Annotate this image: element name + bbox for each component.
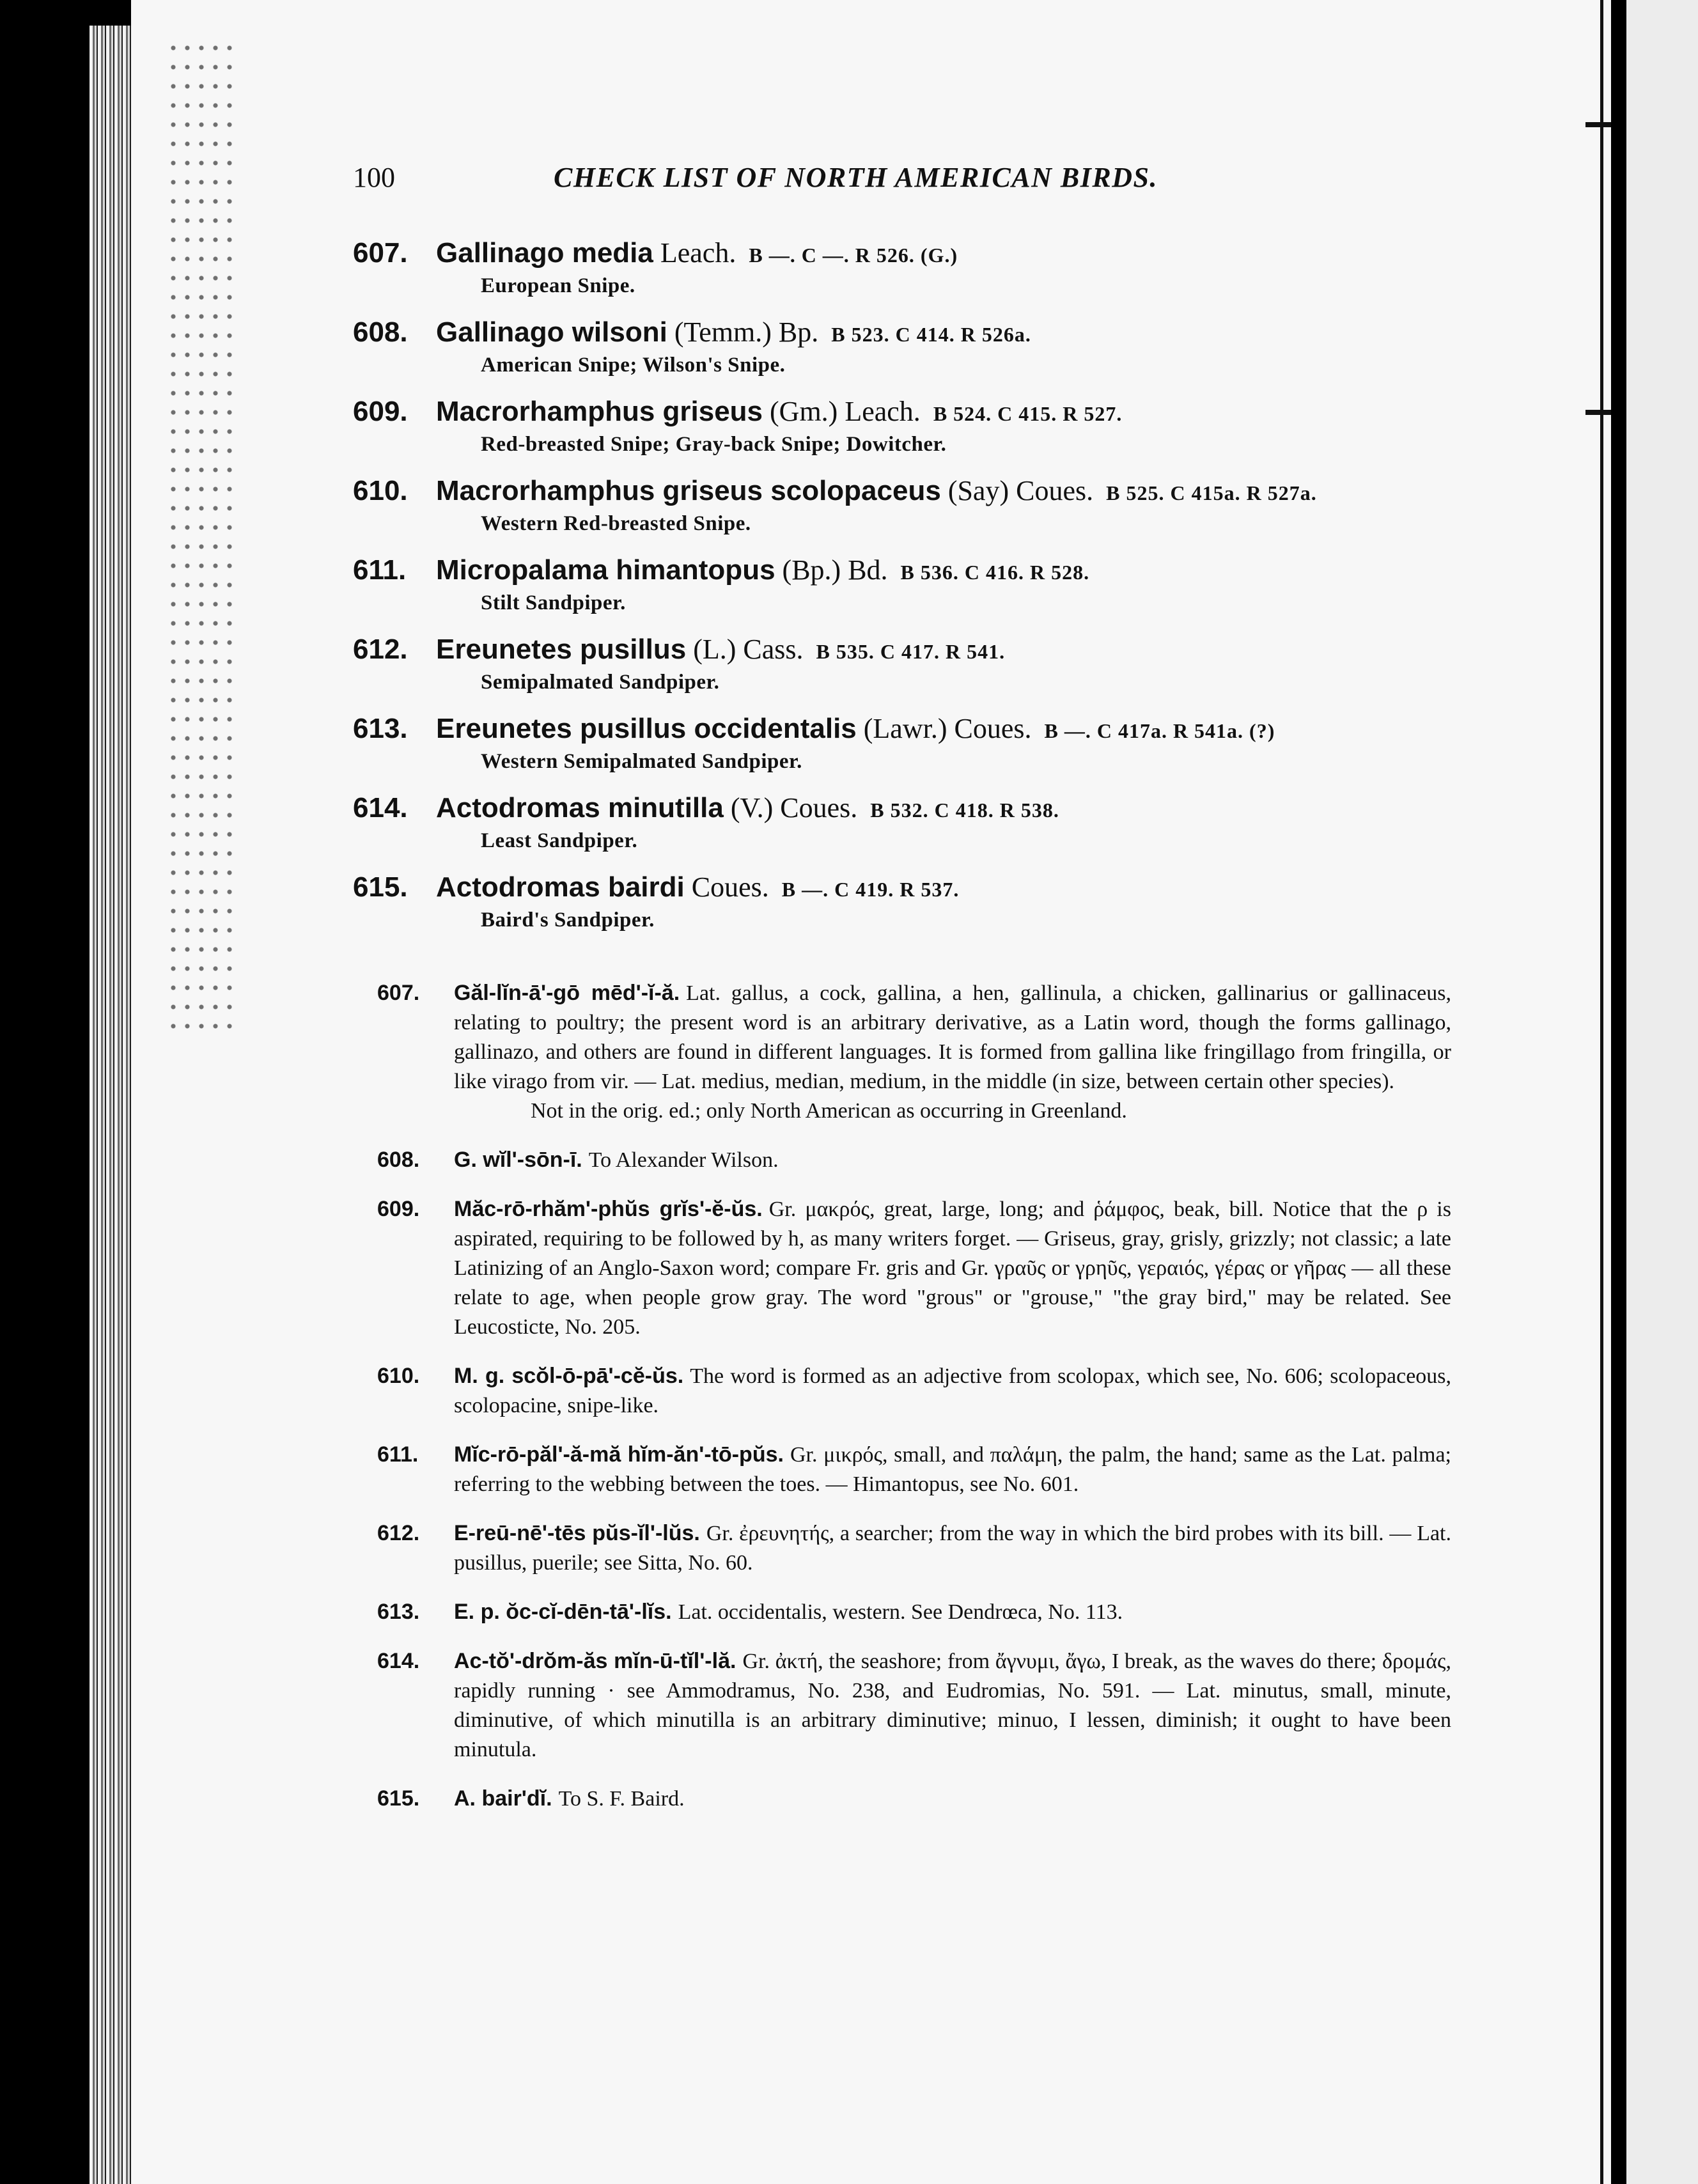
note-body: [454, 1597, 1451, 1627]
catalog-refs: B 532. C 418. R 538.: [870, 799, 1059, 822]
author-citation: (Bp.) Bd.: [782, 554, 888, 586]
note-text: Gr. μακρός, great, large, long; and ῥάμφος, beak, bill. Notice that the ρ is aspirated, requiring to be followed by h, as many writers forget. — Griseus, gray, grisly, grizzly; not classic; a late Latinizing of an Anglo-Saxon word; compare Fr. gris and Gr. γραῦς or γρηῦς, γεραιός, γέρας or γῆρας — all these relate to age, when people grow gray. The word "grous" or "grouse," "the gray bird," may be related. See Leucosticte, No. 205.: [454, 1197, 1451, 1339]
note-body: [454, 1784, 1451, 1814]
catalog-refs: B —. C 419. R 537.: [781, 878, 960, 901]
entry-number: 610.: [353, 475, 408, 506]
etymology-note: [377, 1646, 1451, 1765]
common-name: Semipalmated Sandpiper.: [481, 671, 720, 694]
scientific-name: Gallinago wilsoni: [436, 316, 667, 348]
entry-line: [353, 871, 1504, 906]
entry-line: [353, 316, 1504, 351]
catalog-refs: B 524. C 415. R 527.: [933, 402, 1123, 425]
etymology-note: [377, 1784, 1451, 1814]
catalog-refs: B —. C —. R 526. (G.): [749, 244, 958, 267]
entry-number: 613.: [353, 713, 408, 744]
species-entry: [353, 316, 1504, 395]
entry-number: 612.: [353, 634, 408, 665]
catalog-refs: B 523. C 414. R 526a.: [831, 323, 1031, 346]
common-name: Western Red-breasted Snipe.: [481, 512, 751, 535]
note-body: [454, 1646, 1451, 1765]
note-number: 612.: [377, 1521, 420, 1545]
entry-line: [353, 474, 1504, 510]
gutter-shadow: [1611, 0, 1626, 2184]
author-citation: (L.) Cass.: [693, 634, 804, 665]
entry-number: 615.: [353, 871, 408, 903]
page-number: 100: [353, 162, 395, 193]
etymology-note: [377, 1597, 1451, 1627]
entry-number: 607.: [353, 237, 408, 269]
entry-line: [353, 395, 1504, 430]
catalog-refs: B —. C 417a. R 541a. (?): [1044, 719, 1275, 742]
common-name: Baird's Sandpiper.: [481, 909, 655, 932]
etymology-note: [377, 1518, 1451, 1578]
page-header-title: CHECK LIST OF NORTH AMERICAN BIRDS.: [554, 162, 1158, 193]
pronunciation: Ac-tŏ'-drŏm-ăs mĭn-ū-tĭl'-lă.: [454, 1649, 736, 1673]
note-number: 611.: [377, 1442, 419, 1467]
species-entry: [353, 554, 1504, 633]
note-text: To Alexander Wilson.: [588, 1148, 779, 1172]
entry-number: 608.: [353, 316, 408, 348]
note-number: 615.: [377, 1786, 420, 1811]
note-body: [454, 1194, 1451, 1342]
scientific-name: Actodromas minutilla: [436, 792, 724, 823]
entry-number: 609.: [353, 396, 408, 427]
pronunciation: A. bair'dĭ.: [454, 1786, 552, 1811]
scientific-name: Ereunetes pusillus: [436, 634, 687, 665]
common-name: Stilt Sandpiper.: [481, 591, 626, 614]
pronunciation: E. p. ŏc-cĭ-dēn-tā'-lĭs.: [454, 1600, 672, 1624]
running-head: [353, 161, 1235, 199]
perforation-dots: [166, 38, 237, 1029]
etymology-note: [377, 1145, 1451, 1175]
note-number: 610.: [377, 1364, 420, 1388]
author-citation: (Lawr.) Coues.: [863, 713, 1032, 744]
pronunciation: Mĭc-rō-păl'-ă-mă hĭm-ăn'-tō-pŭs.: [454, 1442, 784, 1467]
scientific-name: Macrorhamphus griseus scolopaceus: [436, 475, 941, 506]
author-citation: (Say) Coues.: [947, 475, 1094, 506]
species-entry: [353, 871, 1504, 950]
catalog-refs: B 536. C 416. R 528.: [900, 561, 1090, 584]
note-number: 607.: [377, 981, 420, 1005]
species-entry: [353, 395, 1504, 474]
pronunciation: Măc-rō-rhăm'-phŭs grĭs'-ĕ-ŭs.: [454, 1197, 763, 1221]
pronunciation: E-reū-nē'-tēs pŭs-ĭl'-lŭs.: [454, 1521, 700, 1545]
note-text: Gr. μικρός, small, and παλάμη, the palm, the hand; same as the Lat. palma; referring to the webbing between the toes. — Himantopus, see No. 601.: [454, 1443, 1451, 1496]
author-citation: (V.) Coues.: [730, 792, 858, 823]
entry-line: [353, 633, 1504, 668]
catalog-refs: B 535. C 417. R 541.: [816, 640, 1006, 663]
entry-number: 614.: [353, 792, 408, 823]
note-number: 613.: [377, 1600, 420, 1624]
species-entry: [353, 712, 1504, 792]
note-remark: Not in the orig. ed.; only North American as occurring in Greenland.: [531, 1099, 1127, 1123]
note-text: To S. F. Baird.: [558, 1787, 685, 1811]
etymology-note: [377, 1194, 1451, 1342]
note-text: Gr. ἀκτή, the seashore; from ἄγνυμι, ἄγω, I break, as the waves do there; δρομάς, rapidly running · see Ammodramus, No. 238, and Eudromias, No. 591. — Lat. minutus, small, minute, diminutive, of which minutilla is an arbitrary diminutive; minuo, I lessen, diminish; it ought to have been minutula.: [454, 1650, 1452, 1761]
pronunciation: M. g. scŏl-ō-pā'-cĕ-ŭs.: [454, 1364, 684, 1388]
entry-number: 611.: [353, 554, 407, 586]
entry-line: [353, 554, 1504, 589]
catalog-refs: B 525. C 415a. R 527a.: [1106, 481, 1317, 504]
page-fold-line: [1600, 0, 1603, 2184]
common-name: Western Semipalmated Sandpiper.: [481, 750, 802, 773]
facing-page: [1626, 0, 1698, 2184]
scientific-name: Ereunetes pusillus occidentalis: [436, 713, 857, 744]
species-entry: [353, 237, 1504, 316]
pronunciation: Găl-lĭn-ā'-gō mēd'-ĭ-ă.: [454, 981, 680, 1005]
species-entry: [353, 633, 1504, 712]
etymology-notes: [377, 978, 1451, 1833]
note-number: 609.: [377, 1197, 420, 1221]
species-entry: [353, 792, 1504, 871]
note-text: The word is formed as an adjective from scolopax, which see, No. 606; scolopaceous, scolopacine, snipe-like.: [454, 1364, 1452, 1417]
author-citation: (Temm.) Bp.: [674, 316, 819, 348]
common-name: Least Sandpiper.: [481, 829, 638, 852]
note-body: [454, 1518, 1451, 1578]
note-number: 608.: [377, 1148, 420, 1172]
note-text: Gr. ἐρευνητής, a searcher; from the way in which the bird probes with its bill. — Lat. pusillus, puerile; see Sitta, No. 60.: [454, 1522, 1451, 1575]
note-body: [454, 978, 1451, 1096]
common-name: European Snipe.: [481, 274, 635, 297]
entry-line: [353, 237, 1504, 272]
note-body: [454, 1361, 1451, 1421]
etymology-note: [377, 978, 1451, 1126]
note-number: 614.: [377, 1649, 420, 1673]
scientific-name: Micropalama himantopus: [436, 554, 775, 586]
note-text: Lat. occidentalis, western. See Dendrœca, No. 113.: [678, 1600, 1123, 1624]
author-citation: Coues.: [691, 871, 769, 903]
scientific-name: Gallinago media: [436, 237, 653, 269]
note-body: [454, 1440, 1451, 1499]
note-body: [454, 1145, 1451, 1175]
etymology-note: [377, 1361, 1451, 1421]
common-name: American Snipe; Wilson's Snipe.: [481, 354, 786, 377]
pronunciation: G. wĭl'-sōn-ī.: [454, 1148, 582, 1172]
etymology-note: [377, 1440, 1451, 1499]
scientific-name: Macrorhamphus griseus: [436, 396, 763, 427]
entry-line: [353, 792, 1504, 827]
note-text: Lat. gallus, a cock, gallina, a hen, gallinula, a chicken, gallinarius or gallinaceus, relating to poultry; the present word is an arbitrary derivative, as a Latin word, though the forms gallinago, gallinazo, and others are found in different languages. It is formed from gallina like fringillago from fringilla, or like virago from vir. — Lat. medius, median, medium, in the middle (in size, between certain other species).: [454, 981, 1451, 1093]
entry-line: [353, 712, 1504, 747]
author-citation: (Gm.) Leach.: [770, 396, 921, 427]
species-entry: [353, 474, 1504, 554]
scientific-name: Actodromas bairdi: [436, 871, 685, 903]
species-list: [353, 237, 1504, 950]
author-citation: Leach.: [660, 237, 736, 269]
common-name: Red-breasted Snipe; Gray-back Snipe; Dowitcher.: [481, 433, 947, 456]
